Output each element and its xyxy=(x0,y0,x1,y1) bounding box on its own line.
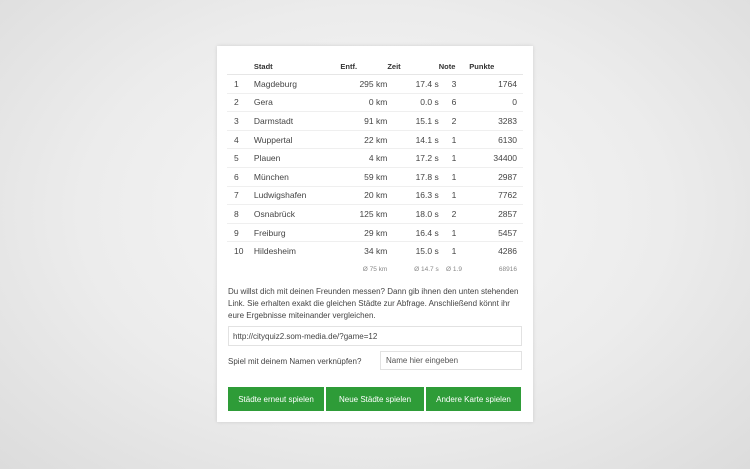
results-table xyxy=(227,58,523,280)
cell-nr: 5 xyxy=(227,149,254,168)
cell-nr: 10 xyxy=(227,242,254,260)
new-cities-button[interactable]: Neue Städte spielen xyxy=(326,387,424,411)
cell-city: München xyxy=(254,167,341,186)
cell-distance: 29 km xyxy=(340,223,387,242)
cell-grade: 1 xyxy=(439,149,470,168)
cell-points: 3283 xyxy=(469,112,523,131)
name-input[interactable] xyxy=(380,351,522,370)
cell-time: 17.8 s xyxy=(387,167,438,186)
cell-grade: 1 xyxy=(439,223,470,242)
cell-city: Wuppertal xyxy=(254,130,341,149)
cell-city: Plauen xyxy=(254,149,341,168)
cell-time: 14.1 s xyxy=(387,130,438,149)
cell-distance: 4 km xyxy=(340,149,387,168)
cell-points: 2857 xyxy=(469,205,523,224)
cell-nr: 4 xyxy=(227,130,254,149)
cell-points: 5457 xyxy=(469,223,523,242)
cell-city: Freiburg xyxy=(254,223,341,242)
cell-points: 7762 xyxy=(469,186,523,205)
cell-distance: 125 km xyxy=(340,205,387,224)
cell-grade: 1 xyxy=(439,186,470,205)
cell-time: 0.0 s xyxy=(387,93,438,112)
header-nr xyxy=(227,58,254,75)
cell-distance: 59 km xyxy=(340,167,387,186)
cell-points: 0 xyxy=(469,93,523,112)
replay-cities-button[interactable]: Städte erneut spielen xyxy=(228,387,324,411)
share-link-field[interactable]: http://cityquiz2.som-media.de/?game=12 xyxy=(228,326,522,346)
table-row xyxy=(227,93,523,112)
summary-grade: Ø 1.9 xyxy=(446,266,462,274)
table-header-row xyxy=(227,58,523,75)
cell-grade: 1 xyxy=(439,130,470,149)
cell-time: 15.1 s xyxy=(387,112,438,131)
cell-nr: 1 xyxy=(234,78,239,89)
table-row xyxy=(227,186,523,205)
results-card xyxy=(217,46,533,422)
header-time: Zeit xyxy=(387,58,438,75)
cell-grade: 6 xyxy=(439,93,470,112)
cell-nr: 7 xyxy=(227,186,254,205)
cell-nr: 9 xyxy=(227,223,254,242)
header-points: Punkte xyxy=(469,58,523,75)
summary-row xyxy=(227,260,523,280)
table-row xyxy=(227,223,523,242)
summary-distance: Ø 75 km xyxy=(362,266,388,274)
cell-nr: 6 xyxy=(227,167,254,186)
cell-distance: 295 km xyxy=(359,78,388,89)
cell-distance: 0 km xyxy=(340,93,387,112)
cell-nr: 8 xyxy=(227,205,254,224)
cell-nr: 2 xyxy=(227,93,254,112)
cell-nr: 3 xyxy=(227,112,254,131)
cell-city: Magdeburg xyxy=(253,78,297,89)
cell-distance: 91 km xyxy=(340,112,387,131)
cell-city: Ludwigshafen xyxy=(254,186,341,205)
share-info-text: Du willst dich mit deinen Freunden messen? Dann gib ihnen den unten stehenden Link. Sie erhalten exakt die gleichen Städte zur Abfrage. Anschließend könnt ihr eure Ergebnisse miteinander vergleichen. xyxy=(228,287,519,320)
cell-time: 17.2 s xyxy=(387,149,438,168)
cell-points: 2987 xyxy=(469,167,523,186)
cell-grade: 2 xyxy=(439,112,470,131)
table-row xyxy=(227,167,523,186)
cell-grade: 1 xyxy=(439,242,470,260)
cell-city: Osnabrück xyxy=(254,205,341,224)
cell-time: 17.4 s xyxy=(415,78,439,89)
name-label: Spiel mit deinem Namen verknüpfen? xyxy=(228,357,362,366)
cell-city: Hildesheim xyxy=(254,242,341,260)
cell-time: 16.4 s xyxy=(387,223,438,242)
table-row xyxy=(227,75,523,94)
table-row xyxy=(227,205,523,224)
cell-distance: 34 km xyxy=(340,242,387,260)
cell-time: 18.0 s xyxy=(387,205,438,224)
cell-grade: 3 xyxy=(451,78,457,89)
header-grade: Note xyxy=(439,58,470,75)
header-city: Stadt xyxy=(254,58,341,75)
cell-points: 1764 xyxy=(498,78,517,89)
cell-time: 15.0 s xyxy=(387,242,438,260)
cell-city: Gera xyxy=(254,93,341,112)
cell-time: 16.3 s xyxy=(387,186,438,205)
cell-grade: 2 xyxy=(439,205,470,224)
cell-grade: 1 xyxy=(439,167,470,186)
cell-city: Darmstadt xyxy=(254,112,341,131)
summary-points: 68916 xyxy=(498,266,517,274)
header-distance: Entf. xyxy=(340,58,387,75)
cell-points: 34400 xyxy=(469,149,523,168)
table-row xyxy=(227,149,523,168)
cell-distance: 20 km xyxy=(340,186,387,205)
table-row xyxy=(227,112,523,131)
other-map-button[interactable]: Andere Karte spielen xyxy=(426,387,521,411)
cell-distance: 22 km xyxy=(340,130,387,149)
cell-points: 6130 xyxy=(469,130,523,149)
table-row xyxy=(227,242,523,260)
table-row xyxy=(227,130,523,149)
cell-points: 4286 xyxy=(469,242,523,260)
summary-time: Ø 14.7 s xyxy=(414,266,439,274)
